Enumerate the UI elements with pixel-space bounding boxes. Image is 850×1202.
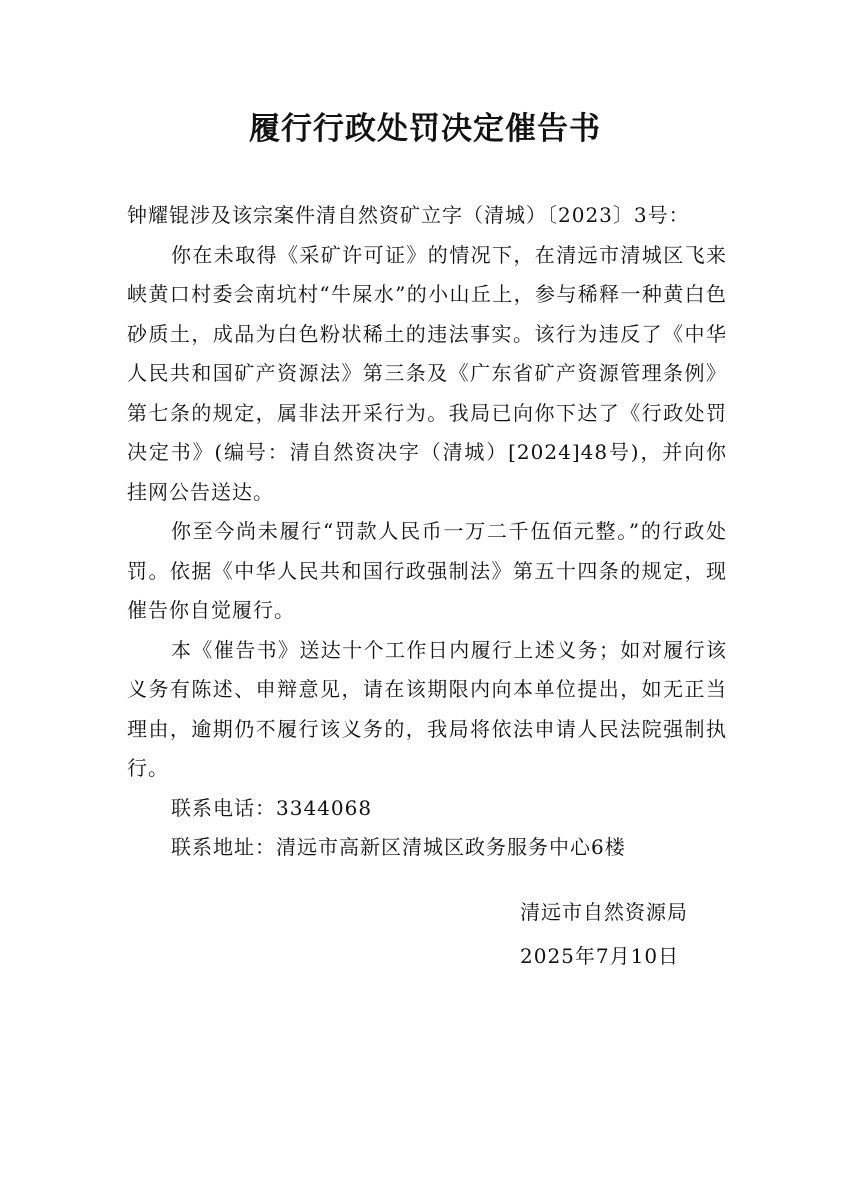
document-body <box>127 196 727 868</box>
paragraph-penalty: 你至今尚未履行“罚款人民币一万二千伍佰元整。”的行政处罚。依据《中华人民共和国行政强制法》第五十四条的规定，现催告你自觉履行。 <box>127 519 727 622</box>
issue-date: 2025年7月10日 <box>520 944 680 968</box>
paragraph-facts: 你在未取得《采矿许可证》的情况下，在清远市清城区飞来峡黄口村委会南坑村“牛屎水”的小山丘上，参与稀释一种黄白色砂质土，成品为白色粉状稀土的违法事实。该行为违反了《中华人民共和国矿产资源法》第三条及《广东省矿产资源管理条例》第七条的规定，属非法开采行为。我局已向你下达了《行政处罚决定书》(编号：清自然资决字（清城）[2024]48号)，并向你挂网公告送达。 <box>127 242 727 504</box>
contact-address: 联系地址：清远市高新区清城区政务服务中心6楼 <box>171 835 626 859</box>
addressee-line: 钟耀锟涉及该宗案件清自然资矿立字（清城）〔2023〕3号： <box>127 203 690 227</box>
contact-phone: 联系电话：3344068 <box>171 795 373 820</box>
paragraph-deadline: 本《催告书》送达十个工作日内履行上述义务；如对履行该义务有陈述、申辩意见，请在该期限内向本单位提出，如无正当理由，逾期仍不履行该义务的，我局将依法申请人民法院强制执行。 <box>127 637 727 780</box>
issuer-name: 清远市自然资源局 <box>520 900 688 924</box>
document-title: 履行行政处罚决定催告书 <box>249 111 601 147</box>
